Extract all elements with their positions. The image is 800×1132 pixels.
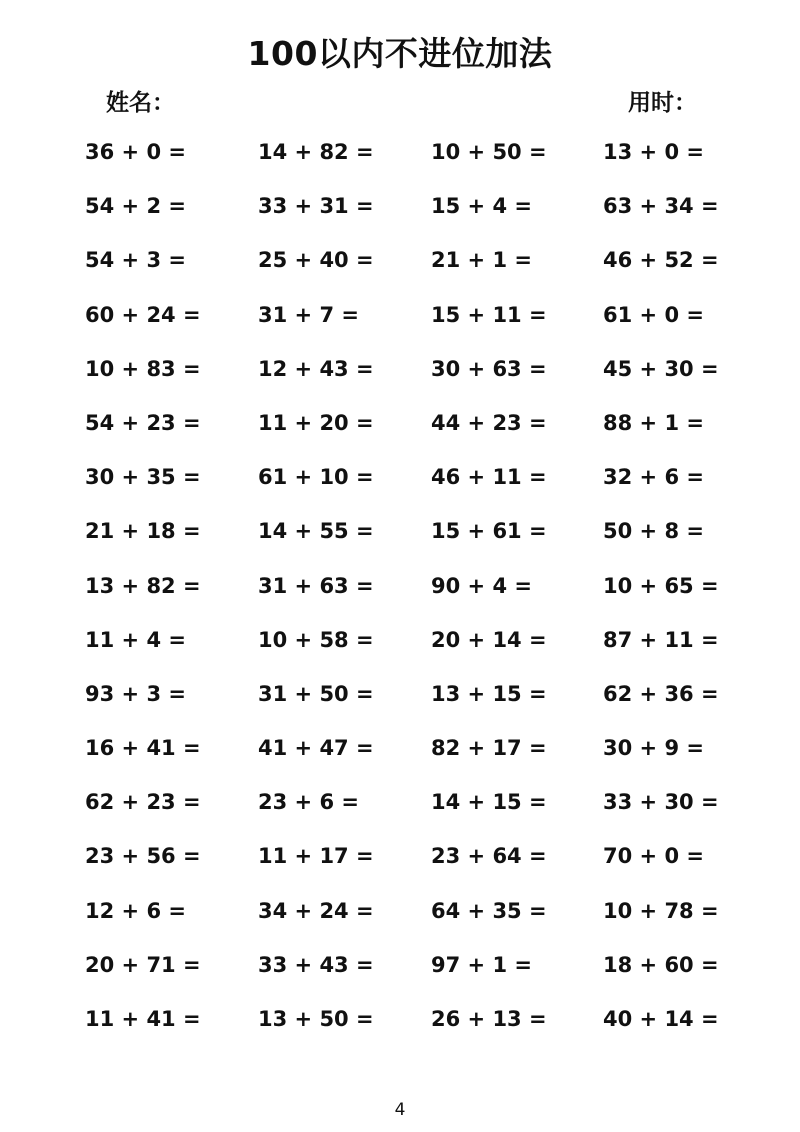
addition-problem: 12 + 6 = [85, 898, 186, 923]
addition-problem: 36 + 0 = [85, 140, 186, 164]
addition-problem: 64 + 35 = [431, 898, 547, 923]
addition-problem: 93 + 3 = [85, 681, 186, 706]
addition-problem: 10 + 78 = [603, 898, 719, 923]
problem-row [0, 844, 800, 898]
addition-problem: 30 + 35 = [85, 465, 201, 490]
addition-problem: 97 + 1 = [431, 952, 532, 977]
name-label: 姓名： [106, 90, 175, 116]
problem-row [0, 682, 800, 736]
addition-problem: 54 + 2 = [85, 194, 186, 219]
addition-problem: 15 + 11 = [431, 302, 547, 327]
addition-problem: 62 + 36 = [603, 681, 719, 706]
addition-problem: 34 + 24 = [258, 898, 374, 923]
addition-problem: 12 + 43 = [258, 356, 374, 381]
addition-problem: 82 + 17 = [431, 736, 547, 761]
problem-row [0, 248, 800, 302]
addition-problem: 14 + 55 = [258, 519, 374, 544]
page-number: 4 [394, 1100, 406, 1120]
problem-row [0, 519, 800, 573]
addition-problem: 13 + 50 = [258, 1007, 374, 1031]
addition-problem: 90 + 4 = [431, 573, 532, 598]
addition-problem: 40 + 14 = [603, 1007, 719, 1031]
addition-problem: 63 + 34 = [603, 194, 719, 219]
addition-problem: 13 + 15 = [431, 681, 547, 706]
addition-problem: 21 + 1 = [431, 248, 532, 273]
addition-problem: 14 + 82 = [258, 140, 374, 164]
addition-problem: 11 + 20 = [258, 410, 374, 435]
problem-row [0, 140, 800, 194]
addition-problem: 10 + 65 = [603, 573, 719, 598]
addition-problem: 31 + 7 = [258, 302, 359, 327]
addition-problem: 11 + 4 = [85, 627, 186, 652]
addition-problem: 44 + 23 = [431, 410, 547, 435]
addition-problem: 14 + 15 = [431, 790, 547, 815]
addition-problem: 70 + 0 = [603, 844, 704, 869]
addition-problem: 61 + 10 = [258, 465, 374, 490]
addition-problem: 16 + 41 = [85, 736, 201, 761]
addition-problem: 62 + 23 = [85, 790, 201, 815]
addition-problem: 26 + 13 = [431, 1007, 547, 1031]
problem-row [0, 194, 800, 248]
addition-problem: 13 + 82 = [85, 573, 201, 598]
addition-problem: 88 + 1 = [603, 410, 704, 435]
addition-problem: 11 + 41 = [85, 1007, 201, 1031]
addition-problem: 30 + 9 = [603, 736, 704, 761]
worksheet-title: 100以内不进位加法 [247, 34, 553, 73]
addition-problem: 31 + 63 = [258, 573, 374, 598]
addition-problem: 23 + 56 = [85, 844, 201, 869]
addition-problem: 21 + 18 = [85, 519, 201, 544]
addition-problem: 23 + 64 = [431, 844, 547, 869]
addition-problem: 31 + 50 = [258, 681, 374, 706]
addition-problem: 32 + 6 = [603, 465, 704, 490]
addition-problem: 60 + 24 = [85, 302, 201, 327]
addition-problem: 41 + 47 = [258, 736, 374, 761]
addition-problem: 87 + 11 = [603, 627, 719, 652]
addition-problem: 23 + 6 = [258, 790, 359, 815]
addition-problem: 33 + 30 = [603, 790, 719, 815]
problem-grid [0, 140, 800, 1061]
addition-problem: 30 + 63 = [431, 356, 547, 381]
addition-problem: 15 + 4 = [431, 194, 532, 219]
addition-problem: 20 + 71 = [85, 952, 201, 977]
problem-row [0, 899, 800, 953]
addition-problem: 10 + 58 = [258, 627, 374, 652]
addition-problem: 45 + 30 = [603, 356, 719, 381]
addition-problem: 50 + 8 = [603, 519, 704, 544]
problem-row [0, 465, 800, 519]
addition-problem: 54 + 3 = [85, 248, 186, 273]
problem-row [0, 790, 800, 844]
addition-problem: 11 + 17 = [258, 844, 374, 869]
problem-row [0, 574, 800, 628]
addition-problem: 54 + 23 = [85, 410, 201, 435]
problem-row [0, 357, 800, 411]
addition-problem: 18 + 60 = [603, 952, 719, 977]
problem-row [0, 953, 800, 1007]
time-label: 用时： [628, 90, 697, 116]
addition-problem: 61 + 0 = [603, 302, 704, 327]
problem-row [0, 628, 800, 682]
problem-row [0, 411, 800, 465]
addition-problem: 46 + 11 = [431, 465, 547, 490]
problem-row [0, 303, 800, 357]
problem-row [0, 736, 800, 790]
addition-problem: 33 + 31 = [258, 194, 374, 219]
problem-row [0, 1007, 800, 1061]
addition-problem: 20 + 14 = [431, 627, 547, 652]
addition-problem: 33 + 43 = [258, 952, 374, 977]
addition-problem: 15 + 61 = [431, 519, 547, 544]
addition-problem: 13 + 0 = [603, 140, 704, 164]
addition-problem: 10 + 50 = [431, 140, 547, 164]
addition-problem: 10 + 83 = [85, 356, 201, 381]
addition-problem: 46 + 52 = [603, 248, 719, 273]
addition-problem: 25 + 40 = [258, 248, 374, 273]
